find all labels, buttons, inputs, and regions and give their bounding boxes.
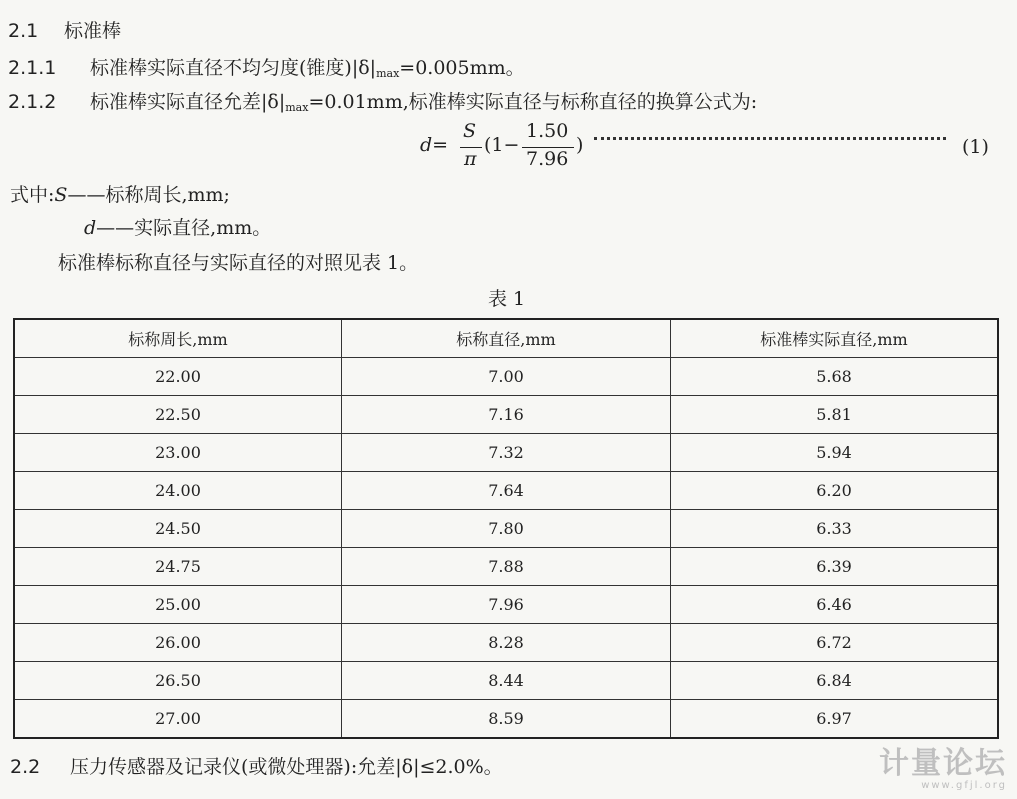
section-title: 标准棒 bbox=[64, 20, 122, 42]
paragraph-text-start: 标准棒实际直径允差|δ| bbox=[90, 91, 286, 113]
cell-circumference: 25.00 bbox=[14, 586, 342, 624]
cell-nominal-diameter: 8.44 bbox=[342, 662, 671, 700]
cell-actual-diameter: 6.33 bbox=[671, 510, 999, 548]
section-2-2-paragraph bbox=[10, 754, 503, 780]
cell-nominal-diameter: 7.32 bbox=[342, 434, 671, 472]
cell-circumference: 23.00 bbox=[14, 434, 342, 472]
formula-lhs: d= bbox=[420, 134, 449, 156]
table-header-row bbox=[14, 319, 998, 358]
cell-circumference: 22.50 bbox=[14, 396, 342, 434]
section-number: 2.1.1 bbox=[8, 57, 57, 79]
column-header-nominal-diameter: 标称直径,mm bbox=[342, 319, 671, 358]
cell-nominal-diameter: 7.64 bbox=[342, 472, 671, 510]
fraction-denominator: π bbox=[464, 148, 477, 170]
paragraph-text-end: =0.005mm。 bbox=[399, 57, 525, 79]
cell-circumference: 27.00 bbox=[14, 700, 342, 739]
variable-d: d bbox=[84, 217, 97, 239]
table-row bbox=[14, 586, 998, 624]
max-subscript: max bbox=[285, 101, 309, 114]
table-intro-text: 标准棒标称直径与实际直径的对照见表 1。 bbox=[58, 252, 419, 274]
paragraph-text: 压力传感器及记录仪(或微处理器):允差|δ|≤2.0%。 bbox=[70, 756, 503, 778]
cell-nominal-diameter: 7.88 bbox=[342, 548, 671, 586]
formula-middle: (1− bbox=[484, 134, 520, 156]
table-row bbox=[14, 396, 998, 434]
cell-nominal-diameter: 7.80 bbox=[342, 510, 671, 548]
formula-fraction-constant bbox=[522, 118, 574, 176]
column-header-nominal-circumference: 标称周长,mm bbox=[14, 319, 342, 358]
section-2-1-1-paragraph bbox=[8, 55, 525, 87]
where-label: 式中: bbox=[10, 184, 55, 206]
table-row bbox=[14, 472, 998, 510]
watermark-title: 计量论坛 bbox=[879, 746, 1007, 781]
cell-circumference: 24.00 bbox=[14, 472, 342, 510]
cell-circumference: 24.50 bbox=[14, 510, 342, 548]
where-line-1 bbox=[10, 182, 230, 208]
fraction-numerator: 1.50 bbox=[526, 120, 569, 142]
cell-circumference: 26.50 bbox=[14, 662, 342, 700]
variable-s: S bbox=[54, 184, 68, 206]
cell-actual-diameter: 6.39 bbox=[671, 548, 999, 586]
table-row bbox=[14, 662, 998, 700]
max-subscript: max bbox=[376, 67, 400, 80]
comparison-table bbox=[13, 318, 999, 739]
table-row bbox=[14, 624, 998, 662]
variable-s-definition: ——标称周长,mm; bbox=[67, 184, 230, 206]
table-row bbox=[14, 358, 998, 396]
table-row bbox=[14, 510, 998, 548]
equation-number: (1) bbox=[962, 136, 989, 158]
paragraph-text-start: 标准棒实际直径不均匀度(锥度)|δ| bbox=[90, 57, 377, 79]
formula-leader-dots bbox=[594, 137, 946, 140]
cell-actual-diameter: 6.72 bbox=[671, 624, 999, 662]
table-row bbox=[14, 434, 998, 472]
section-number: 2.1.2 bbox=[8, 91, 57, 113]
column-header-actual-diameter: 标准棒实际直径,mm bbox=[671, 319, 999, 358]
cell-nominal-diameter: 7.96 bbox=[342, 586, 671, 624]
cell-actual-diameter: 5.94 bbox=[671, 434, 999, 472]
cell-circumference: 24.75 bbox=[14, 548, 342, 586]
table-caption: 表 1 bbox=[488, 288, 526, 310]
table-row bbox=[14, 548, 998, 586]
section-2-1-2-paragraph bbox=[8, 89, 757, 121]
table-row bbox=[14, 700, 998, 739]
cell-actual-diameter: 6.84 bbox=[671, 662, 999, 700]
cell-actual-diameter: 6.46 bbox=[671, 586, 999, 624]
section-number: 2.1 bbox=[8, 20, 39, 42]
cell-nominal-diameter: 7.00 bbox=[342, 358, 671, 396]
where-line-2 bbox=[84, 215, 271, 241]
fraction-denominator: 7.96 bbox=[526, 148, 569, 170]
cell-actual-diameter: 5.81 bbox=[671, 396, 999, 434]
watermark-logo bbox=[879, 748, 1007, 791]
cell-actual-diameter: 6.97 bbox=[671, 700, 999, 739]
variable-d-definition: ——实际直径,mm。 bbox=[96, 217, 272, 239]
cell-circumference: 22.00 bbox=[14, 358, 342, 396]
formula-close-paren: ) bbox=[576, 134, 584, 156]
cell-actual-diameter: 6.20 bbox=[671, 472, 999, 510]
watermark-url: www.gfjl.org bbox=[921, 780, 1007, 791]
section-2-1-heading bbox=[8, 18, 121, 44]
paragraph-text-end: =0.01mm,标准棒实际直径与标称直径的换算公式为: bbox=[308, 91, 758, 113]
formula-fraction-s-over-pi bbox=[460, 118, 482, 176]
cell-nominal-diameter: 7.16 bbox=[342, 396, 671, 434]
cell-circumference: 26.00 bbox=[14, 624, 342, 662]
cell-actual-diameter: 5.68 bbox=[671, 358, 999, 396]
section-number: 2.2 bbox=[10, 756, 41, 778]
fraction-numerator: S bbox=[463, 120, 477, 142]
cell-nominal-diameter: 8.28 bbox=[342, 624, 671, 662]
cell-nominal-diameter: 8.59 bbox=[342, 700, 671, 739]
